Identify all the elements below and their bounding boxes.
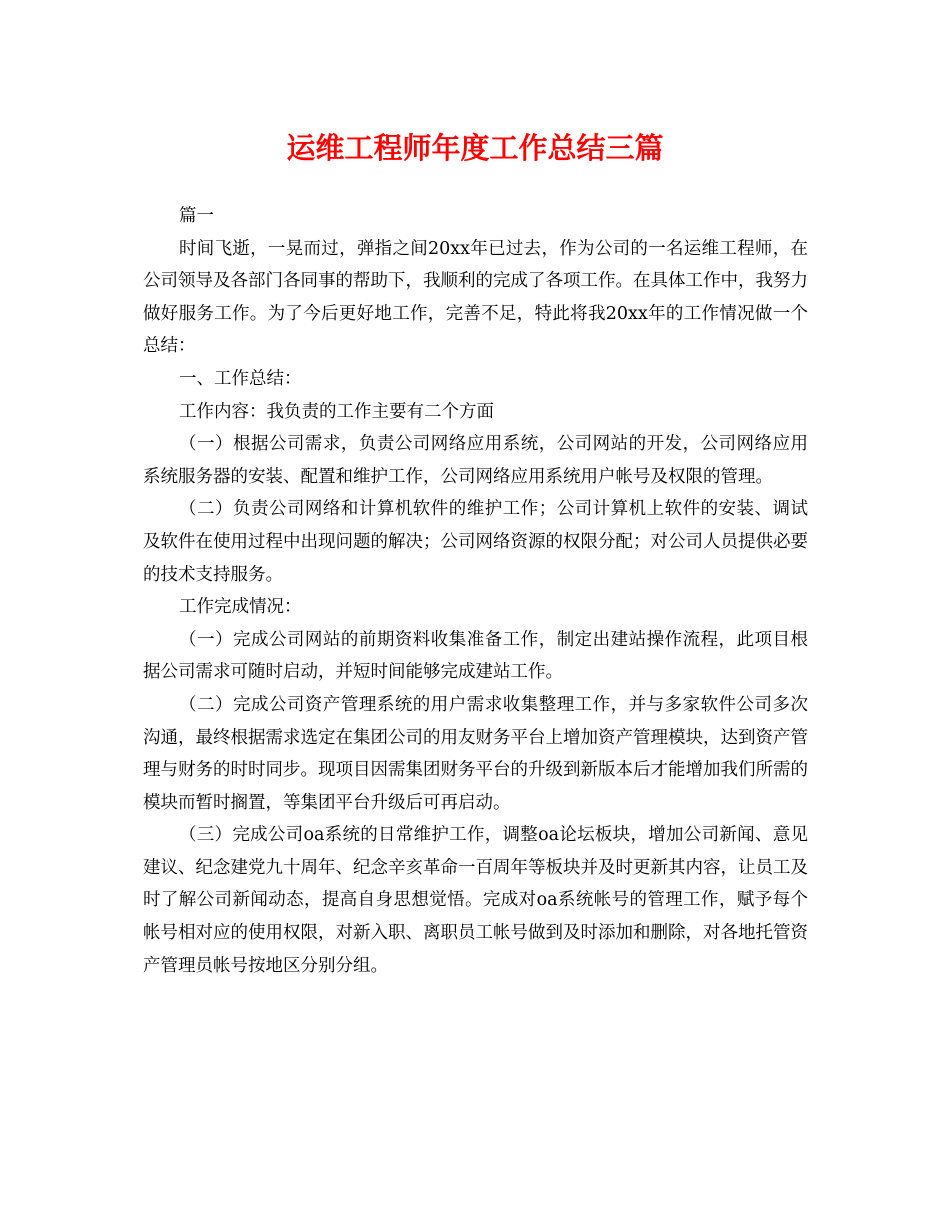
paragraph: （三）完成公司oa系统的日常维护工作，调整oa论坛板块，增加公司新闻、意见建议、纪念建党九十周年、纪念辛亥革命一百周年等板块并及时更新其内容，让员工及时了解公司新闻动态，提高自身思想觉悟。完成对oa系统帐号的管理工作，赋予每个帐号相对应的使用权限，对新入职、离职员工帐号做到及时添加和删除，对各地托管资产管理员帐号按地区分别分组。 [143, 825, 808, 976]
paragraph: 时间飞逝，一晃而过，弹指之间20xx年已过去，作为公司的一名运维工程师，在公司领导及各部门各同事的帮助下，我顺利的完成了各项工作。在具体工作中，我努力做好服务工作。为了今后更好地工作，完善不足，特此将我20xx年的工作情况做一个总结： [143, 238, 808, 357]
paragraph: （二）完成公司资产管理系统的用户需求收集整理工作，并与多家软件公司多次沟通，最终根据需求选定在集团公司的用友财务平台上增加资产管理模块，达到资产管理与财务的时时同步。现项目因需集团财务平台的升级到新版本后才能增加我们所需的模块而暂时搁置，等集团平台升级后可再启动。 [143, 694, 808, 813]
subsection-heading: 一、工作总结： [179, 368, 302, 389]
paragraph: （一）完成公司网站的前期资料收集准备工作，制定出建站操作流程，此项目根据公司需求可随时启动，并短时间能够完成建站工作。 [143, 629, 808, 683]
paragraph: 工作内容：我负责的工作主要有二个方面 [179, 401, 494, 422]
document-title: 运维工程师年度工作总结三篇 [286, 131, 664, 165]
document-body [143, 200, 808, 982]
paragraph: （二）负责公司网络和计算机软件的维护工作；公司计算机上软件的安装、调试及软件在使用过程中出现问题的解决；公司网络资源的权限分配；对公司人员提供必要的技术支持服务。 [143, 499, 808, 585]
section-heading: 篇一 [179, 206, 214, 226]
paragraph: （一）根据公司需求，负责公司网络应用系统，公司网站的开发，公司网络应用系统服务器的安装、配置和维护工作，公司网络应用系统用户帐号及权限的管理。 [143, 434, 808, 487]
subsection-heading: 工作完成情况： [179, 597, 302, 618]
